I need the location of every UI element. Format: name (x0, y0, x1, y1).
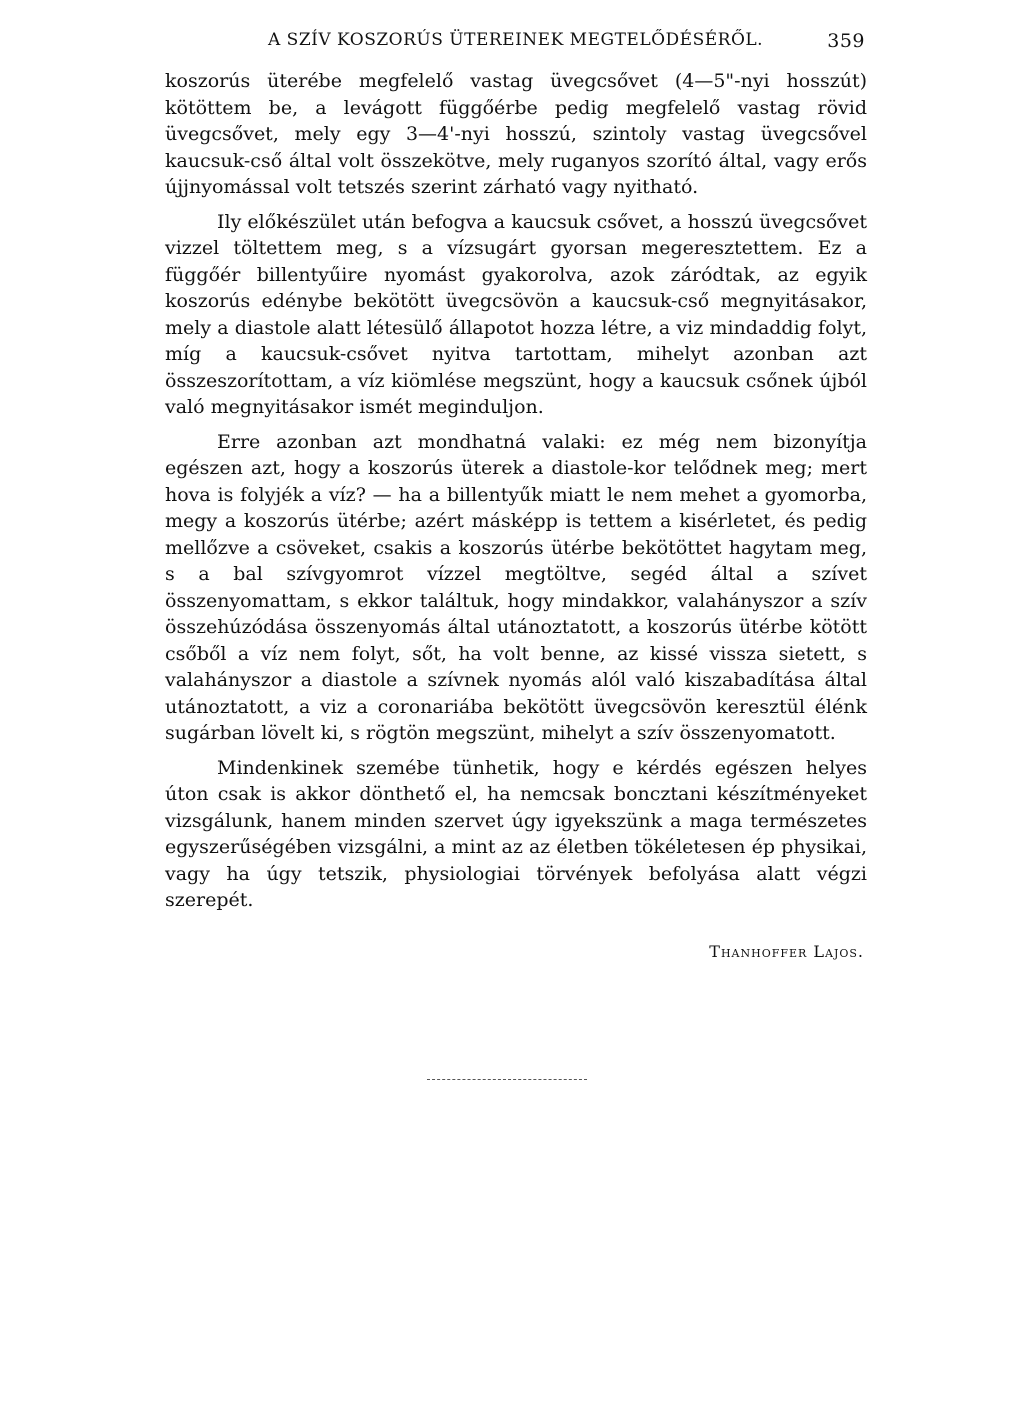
running-header (165, 30, 865, 60)
body-text (165, 68, 867, 914)
paragraph: Mindenkinek szemébe tünhetik, hogy e kérdés egészen helyes úton csak is akkor dönthető el, ha nemcsak boncztani készítményeket vizsgálunk, hanem minden szervet úgy igyekszünk a maga természetes egyszerűségében vizsgálni, a mint az az életben tökéletesen ép physikai, vagy ha úgy tetszik, physiologiai törvények befolyása alatt végzi szerepét. (165, 756, 867, 911)
paragraph-continued: koszorús üterébe megfelelő vastag üvegcsővet (4—5"-nyi hosszút) kötöttem be, a levágott függőérbe pedig megfelelő vastag rövid üvegcsővet, mely egy 3—4'-nyi hosszú, szintoly vastag üvegcsővel kaucsuk-cső által volt összekötve, mely ruganyos szorító által, vagy erős újjnyomással volt tetszés szerint zárható vagy nyitható. (165, 70, 867, 198)
page-number: 359 (827, 30, 865, 52)
author-signature: Thanhoffer Lajos. (709, 942, 864, 961)
paragraph: Erre azonban azt mondhatná valaki: ez még nem bizonyítja egészen azt, hogy a koszorús üterek a diastole-kor telődnek meg; mert hova is folyjék a víz? — ha a billentyűk miatt le nem mehet a gyomorba, megy a koszorús ütérbe; azért másképp is tettem a kisérletet, és pedig mellőzve a csöveket, csakis a koszorús ütérbe bekötöttet hagytam meg, s a bal szívgyomrot vízzel megtöltve, segéd által a szívet összenyomattam, s ekkor találtuk, hogy mindakkor, valahányszor a szív összehúzódása összenyomás által utánoztatott, a koszorús ütérbe kötött csőből a víz nem folyt, sőt, ha volt benne, az kissé vissza sietett, s valahányszor a diastole a szívnek nyomás alól való kiszabadítása által utánoztatott, a viz a coronariába bekötött üvegcsövön keresztül élénk sugárban lövelt ki, s rögtön megszünt, mihelyt a szív összenyomatott. (165, 430, 867, 744)
running-title: A SZÍV KOSZORÚS ÜTEREINEK MEGTELŐDÉSÉRŐL. (268, 30, 764, 50)
section-end-rule (427, 1079, 587, 1080)
paragraph: Ily előkészület után befogva a kaucsuk csővet, a hosszú üvegcsővet vizzel töltettem meg, s a vízsugárt gyorsan megeresztettem. Ez a függőér billentyűire nyomást gyakorolva, azok záródtak, az egyik koszorús edénybe bekötött üvegcsövön a kaucsuk-cső megnyitásakor, mely a diastole alatt létesülő állapotot hozza létre, a viz mindaddig folyt, míg a kaucsuk-csővet nyitva tartottam, mihelyt azonban azt összeszorítottam, a víz kiömlése megszünt, hogy a kaucsuk csőnek újból való megnyitásakor ismét meginduljon. (165, 210, 867, 418)
